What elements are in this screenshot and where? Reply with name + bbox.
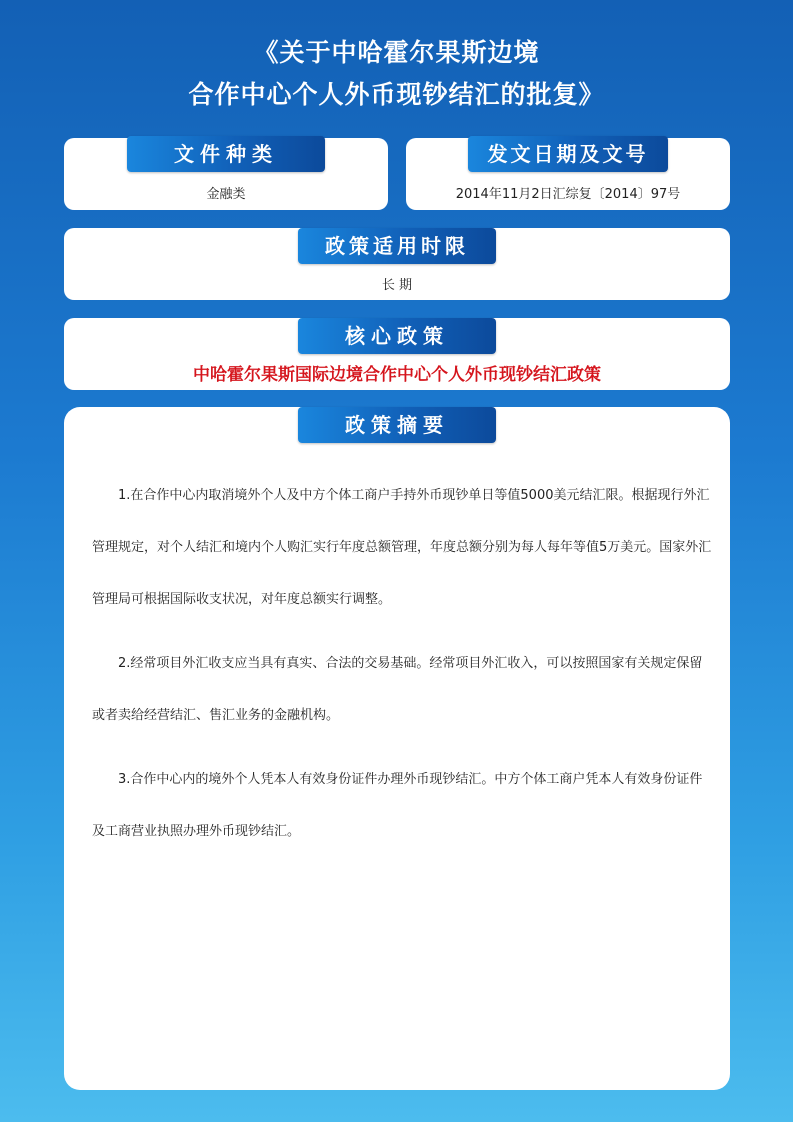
validity-label: 政策适用时限 <box>298 228 496 264</box>
issue-card <box>406 138 730 210</box>
validity-card <box>64 228 730 300</box>
summary-paragraph-2: 2.经常项目外汇收支应当具有真实、合法的交易基础。经常项目外汇收入，可以按照国家有关规定保留或者卖给经营结汇、售汇业务的金融机构。 <box>92 656 703 723</box>
issue-value: 2014年11月2日汇综复〔2014〕97号 <box>455 187 681 202</box>
validity-value: 长 期 <box>381 278 413 293</box>
issue-label: 发文日期及文号 <box>468 136 668 172</box>
summary-paragraph-1: 1.在合作中心内取消境外个人及中方个体工商户手持外币现钞单日等值5000美元结汇限。根据现行外汇管理规定，对个人结汇和境内个人购汇实行年度总额管理，年度总额分别为每人每年等值5万美元。国家外汇管理局可根据国际收支状况，对年度总额实行调整。 <box>92 488 712 607</box>
summary-paragraph-3: 3.合作中心内的境外个人凭本人有效身份证件办理外币现钞结汇。中方个体工商户凭本人有效身份证件及工商营业执照办理外币现钞结汇。 <box>92 772 703 839</box>
summary-text <box>92 470 712 870</box>
doc-type-value: 金融类 <box>206 187 246 202</box>
doc-type-label: 文件种类 <box>127 136 325 172</box>
summary-label: 政策摘要 <box>298 407 496 443</box>
page-title <box>0 32 793 116</box>
core-policy-value: 中哈霍尔果斯国际边境合作中心个人外币现钞结汇政策 <box>193 365 601 385</box>
core-policy-label: 核心政策 <box>298 318 496 354</box>
page-title-line-1: 《关于中哈霍尔果斯边境 <box>253 38 540 67</box>
doc-type-card <box>64 138 388 210</box>
page-title-line-2: 合作中心个人外币现钞结汇的批复》 <box>188 80 605 109</box>
core-policy-card <box>64 318 730 390</box>
